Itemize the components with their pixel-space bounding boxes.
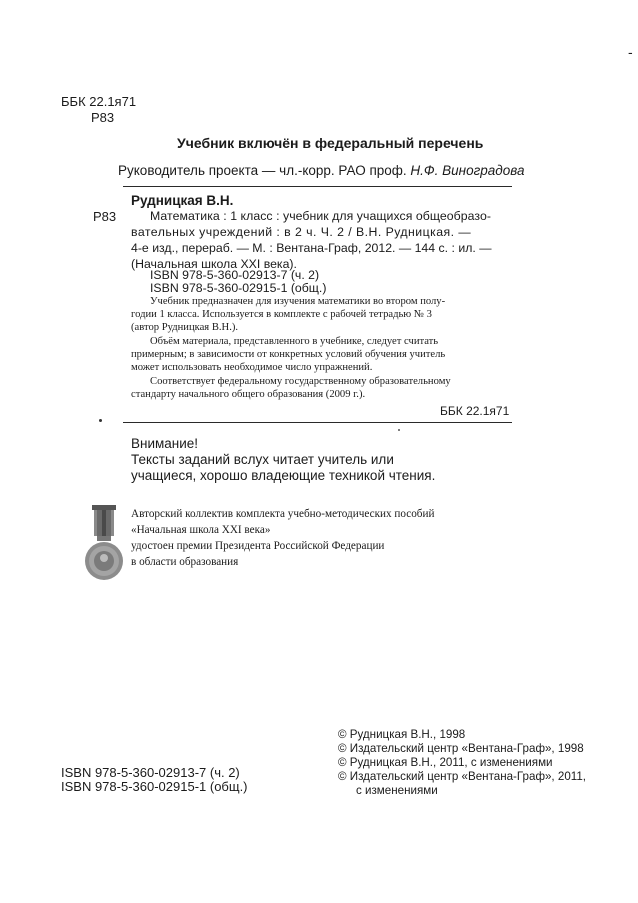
edge-mark: - xyxy=(628,44,633,60)
bottom-isbn-2: ISBN 978-5-360-02915-1 (общ.) xyxy=(61,779,248,794)
award-line-3: удостоен премии Президента Российской Федерации xyxy=(131,540,385,552)
annotation-standard-line-2: стандарту начального общего образования (2009 г.). xyxy=(131,389,366,400)
copyright-line: © Рудницкая В.Н., 2011, с изменениями xyxy=(338,756,553,769)
copyright-line: с изменениями xyxy=(356,784,438,797)
catalog-line-1: Математика : 1 класс : учебник для учащихся общеобразо- xyxy=(150,209,491,223)
author-code-top: Р83 xyxy=(91,110,115,125)
bottom-isbn-1: ISBN 978-5-360-02913-7 (ч. 2) xyxy=(61,765,240,780)
federal-list-heading: Учебник включён в федеральный перечень xyxy=(177,135,484,151)
dot-mark-left xyxy=(99,419,102,422)
annotation-volume-line-2: примерным; в зависимости от конкретных условий обучения учитель xyxy=(131,349,446,360)
award-line-1: Авторский коллектив комплекта учебно-методических пособий xyxy=(131,508,435,520)
annotation-volume-line-1: Объём материала, представленного в учебнике, следует считать xyxy=(150,336,439,347)
copyright-line: © Издательский центр «Вентана-Граф», 1998 xyxy=(338,742,584,755)
project-lead-prefix: Руководитель проекта — чл.-корр. РАО проф. xyxy=(118,163,411,178)
lower-rule xyxy=(123,422,512,423)
catalog-line-4: (Начальная школа XXI века). xyxy=(131,257,297,271)
annotation-volume-line-3: может использовать необходимое число упражнений. xyxy=(131,362,373,373)
dot-mark-right xyxy=(398,429,400,431)
upper-rule xyxy=(123,186,512,187)
award-line-2: «Начальная школа XXI века» xyxy=(131,524,271,536)
annotation-purpose-line-2: годии 1 класса. Используется в комплекте с рабочей тетрадью № 3 xyxy=(131,309,432,320)
attention-line-2: учащиеся, хорошо владеющие техникой чтения. xyxy=(131,468,436,483)
bbk-index-bottom: ББК 22.1я71 xyxy=(440,404,510,418)
catalog-line-2: вательных учреждений : в 2 ч. Ч. 2 / В.Н. Рудницкая. — xyxy=(131,225,472,239)
award-line-4: в области образования xyxy=(131,556,239,568)
catalog-isbn-2: ISBN 978-5-360-02915-1 (общ.) xyxy=(150,281,327,295)
attention-title: Внимание! xyxy=(131,436,199,451)
project-lead xyxy=(118,163,525,178)
project-lead-name: Н.Ф. Виноградова xyxy=(410,163,525,178)
annotation-purpose-line-1: Учебник предназначен для изучения математики во втором полу- xyxy=(150,296,446,307)
state-prize-medal-icon xyxy=(84,505,124,585)
bbk-index-top: ББК 22.1я71 xyxy=(61,94,137,109)
catalog-line-3: 4-е изд., перераб. — М. : Вентана-Граф, 2012. — 144 с. : ил. — xyxy=(131,241,492,255)
catalog-author: Рудницкая В.Н. xyxy=(131,193,234,208)
catalog-isbn-1: ISBN 978-5-360-02913-7 (ч. 2) xyxy=(150,268,320,282)
annotation-purpose-line-3: (автор Рудницкая В.Н.). xyxy=(131,322,239,333)
annotation-standard-line-1: Соответствует федеральному государственному образовательному xyxy=(150,376,451,387)
catalog-code: Р83 xyxy=(93,209,117,224)
copyright-line: © Рудницкая В.Н., 1998 xyxy=(338,728,466,741)
copyright-line: © Издательский центр «Вентана-Граф», 2011, xyxy=(338,770,587,783)
attention-line-1: Тексты заданий вслух читает учитель или xyxy=(131,452,394,467)
